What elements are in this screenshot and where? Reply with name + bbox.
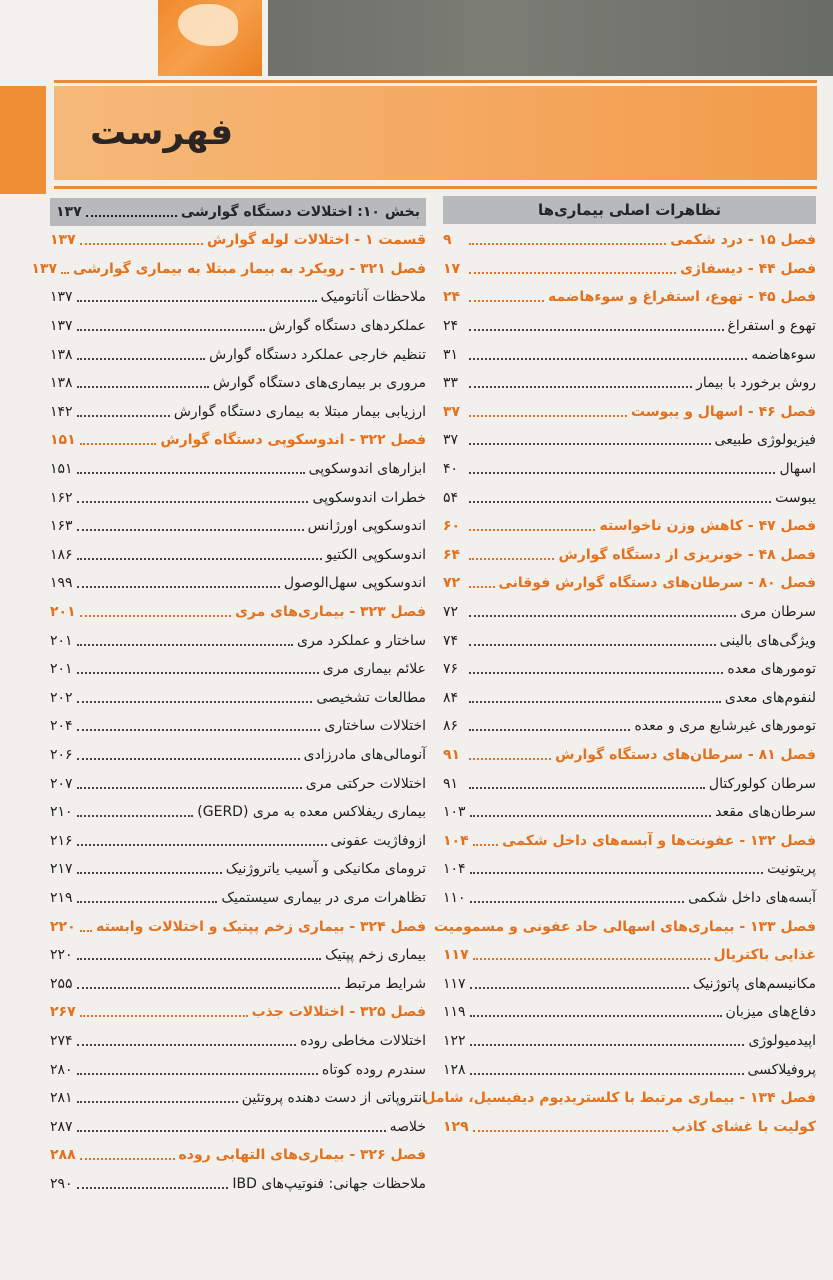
dot-leader: [473, 844, 499, 846]
toc-page-number: ۱۱۰: [443, 889, 466, 906]
toc-entry: [50, 283, 426, 312]
toc-entry-title: مروری بر بیماری‌های دستگاه گوارش: [212, 375, 426, 392]
toc-chapter-entry: [31, 255, 426, 284]
toc-chapter-entry: [50, 426, 426, 455]
toc-entry-title: قسمت ۱ - اختلالات لوله گوارش: [207, 232, 426, 249]
dot-leader: [469, 672, 723, 674]
toc-page-number: ۲۵۵: [50, 975, 73, 992]
dot-leader: [77, 558, 322, 560]
toc-entry-title: بیماری ریفلاکس معده به مری (GERD): [197, 804, 426, 821]
toc-entry-title: تومورهای غیرشایع مری و معده: [634, 718, 816, 735]
toc-page-number: ۱۱۹: [443, 1004, 466, 1021]
toc-entry-title: فصل ۴۵ - تهوع، استفراغ و سوءهاضمه: [548, 289, 816, 306]
toc-chapter-entry: [443, 569, 816, 598]
dot-leader: [469, 272, 676, 274]
dot-leader: [77, 1044, 297, 1046]
dot-leader: [470, 1073, 744, 1075]
dot-leader: [77, 958, 322, 960]
toc-entry: [443, 712, 816, 741]
dot-leader: [77, 758, 300, 760]
toc-page-number: ۳۷: [443, 432, 459, 449]
toc-page-number: ۲۹۰: [50, 1175, 73, 1192]
toc-entry: [50, 455, 426, 484]
toc-page-number: ۵۴: [443, 489, 459, 506]
toc-entry-title: دفاع‌های میزبان: [725, 1004, 816, 1021]
toc-entry: [50, 369, 426, 398]
toc-page-number: ۱۴۲: [50, 403, 73, 420]
toc-entry-title: تظاهرات مری در بیماری سیستمیک: [221, 889, 426, 906]
toc-entry-title: فصل ۴۴ - دیسفاژی: [680, 260, 816, 277]
toc-entry: [443, 969, 816, 998]
toc-entry-title: اپیدمیولوژی: [748, 1032, 816, 1049]
toc-page-number: ۱۰۳: [443, 804, 466, 821]
toc-entry: [50, 340, 426, 369]
toc-entry-title: ساختار و عملکرد مری: [297, 632, 426, 649]
dot-leader: [77, 701, 313, 703]
toc-entry-title: پروفیلاکسی: [747, 1061, 816, 1078]
dot-leader: [80, 443, 157, 445]
toc-page-number: ۷۶: [443, 661, 459, 678]
toc-entry-title: عملکردهای دستگاه گوارش: [268, 318, 426, 335]
toc-entry: [50, 769, 426, 798]
toc-chapter-entry: [443, 826, 816, 855]
toc-entry: [50, 512, 426, 541]
toc-entry-title: فصل ۳۲۵ - اختلالات جذب: [251, 1004, 426, 1021]
toc-entry: [443, 455, 816, 484]
toc-entry: [443, 769, 816, 798]
toc-page-number: ۲۸۰: [50, 1061, 73, 1078]
toc-page-number: ۲۰۶: [50, 746, 73, 763]
toc-page-number: ۱۱۷: [443, 975, 466, 992]
toc-page-number: ۱۳۷: [50, 289, 73, 306]
dot-leader: [469, 758, 551, 760]
toc-page-number: ۱۹۹: [50, 575, 73, 592]
dot-leader: [469, 443, 711, 445]
toc-entry-title: شرایط مرتبط: [344, 975, 426, 992]
dot-leader: [469, 243, 666, 245]
toc-entry-title: فصل ۳۲۱ - رویکرد به بیمار مبتلا به بیماری گوارشی: [73, 260, 426, 277]
toc-entry-title: فصل ۴۶ - اسهال و یبوست: [631, 403, 816, 420]
dot-leader: [77, 529, 304, 531]
toc-entry: [50, 655, 426, 684]
left-orange-tab: [0, 86, 46, 194]
toc-page-number: ۱۲۲: [443, 1032, 466, 1049]
toc-entry: [443, 998, 816, 1027]
toc-page-number: ۱۶۳: [50, 518, 73, 535]
toc-entry-title: سرطان‌های مقعد: [715, 804, 816, 821]
toc-entry: [443, 483, 816, 512]
toc-entry: [443, 684, 816, 713]
dot-leader: [473, 1130, 668, 1132]
toc-entry: [50, 741, 426, 770]
toc-chapter-entry: [443, 941, 816, 970]
toc-chapter-entry: [50, 598, 426, 627]
toc-entry: [50, 684, 426, 713]
dot-leader: [86, 215, 177, 217]
dot-leader: [470, 901, 685, 903]
dot-leader: [77, 987, 341, 989]
dot-leader: [470, 1044, 745, 1046]
dot-leader: [469, 729, 630, 731]
dot-leader: [469, 701, 721, 703]
toc-entry-title: بخش ۱۰: اختلالات دستگاه گوارشی: [180, 204, 420, 220]
toc-entry-title: خطرات اندوسکوپی: [312, 489, 426, 506]
toc-page-number: ۱۳۷: [31, 260, 58, 277]
toc-entry-title: غذایی باکتریال: [713, 947, 816, 964]
toc-left-column: [31, 198, 426, 1198]
dot-leader: [77, 501, 309, 503]
toc-entry-title: فصل ۱۵ - درد شکمی: [670, 232, 816, 249]
toc-entry-title: فصل ۴۸ - خونریزی از دستگاه گوارش: [558, 546, 816, 563]
toc-entry-title: فصل ۸۰ - سرطان‌های دستگاه گوارش فوقانی: [498, 575, 816, 592]
toc-entry: [443, 369, 816, 398]
toc-entry: [50, 541, 426, 570]
toc-page-number: ۲۸۷: [50, 1118, 73, 1135]
toc-page-number: ۲۱۶: [50, 832, 73, 849]
toc-entry-title: ملاحظات آناتومیک: [320, 289, 426, 306]
toc-page-number: ۱۶۲: [50, 489, 73, 506]
gray-photo-tile: [268, 0, 833, 76]
toc-entry: [443, 1055, 816, 1084]
toc-chapter-entry: [443, 741, 816, 770]
dot-leader: [77, 644, 293, 646]
toc-page-number: ۲۴: [443, 289, 461, 306]
toc-chapter-entry: [443, 541, 816, 570]
dot-leader: [77, 300, 317, 302]
toc-entry: [50, 1112, 426, 1141]
toc-entry: [443, 1027, 816, 1056]
dot-leader: [469, 615, 736, 617]
toc-entry-title: فصل ۱۳۲ - عفونت‌ها و آبسه‌های داخل شکمی: [502, 832, 816, 849]
toc-entry: [50, 1084, 426, 1113]
dot-leader: [469, 386, 692, 388]
toc-page-number: ۲۱۷: [50, 861, 73, 878]
toc-entry-title: سندرم روده کوتاه: [321, 1061, 426, 1078]
toc-page-number: ۱۲۹: [443, 1118, 469, 1135]
toc-entry-title: روش برخورد با بیمار: [696, 375, 816, 392]
dot-leader: [77, 386, 209, 388]
dot-leader: [77, 329, 265, 331]
toc-entry: [443, 798, 816, 827]
toc-page-number: ۲۸۱: [50, 1090, 73, 1107]
toc-page-number: ۳۱: [443, 346, 459, 363]
toc-chapter-entry: [50, 998, 426, 1027]
dot-leader: [77, 787, 302, 789]
toc-entry-title: اختلالات مخاطی روده: [300, 1032, 426, 1049]
dot-leader: [469, 358, 747, 360]
toc-chapter-entry: [50, 912, 426, 941]
toc-chapter-entry: [443, 512, 816, 541]
toc-page-number: ۷۲: [443, 604, 459, 621]
toc-page-number: ۲۰۴: [50, 718, 73, 735]
toc-entry-title: تهوع و استفراغ: [727, 318, 816, 335]
dot-leader: [470, 1015, 722, 1017]
toc-page-number: ۶۴: [443, 546, 461, 563]
toc-page-number: ۶۰: [443, 518, 461, 535]
toc-entry-title: اسهال: [779, 461, 816, 478]
dot-leader: [80, 1015, 248, 1017]
toc-entry: [50, 483, 426, 512]
dot-leader: [473, 958, 710, 960]
toc-entry-title: ملاحظات جهانی: فنوتیپ‌های IBD: [232, 1175, 426, 1192]
dot-leader: [77, 729, 321, 731]
toc-page-number: ۹۱: [443, 746, 461, 763]
toc-entry-title: فصل ۳۲۲ - اندوسکوپی دستگاه گوارش: [160, 432, 426, 449]
page-title: فهرست: [90, 112, 234, 153]
toc-page-number: ۱۵۱: [50, 432, 76, 449]
toc-entry-title: ترومای مکانیکی و آسیب یاتروژنیک: [225, 861, 426, 878]
dot-leader: [77, 1187, 229, 1189]
dot-leader: [80, 1158, 175, 1160]
toc-entry-title: آبسه‌های داخل شکمی: [688, 889, 816, 906]
toc-right-column: [423, 226, 816, 1141]
dot-leader: [77, 472, 305, 474]
toc-entry-title: ازوفاژیت عفونی: [330, 832, 426, 849]
toc-entry-title: فیزیولوژی طبیعی: [714, 432, 816, 449]
toc-entry-title: سوءهاضمه: [751, 346, 816, 363]
toc-entry: [50, 569, 426, 598]
toc-entry-title: اختلالات حرکتی مری: [305, 775, 426, 792]
toc-section-header: [50, 198, 426, 226]
toc-entry: [443, 426, 816, 455]
toc-entry: [50, 855, 426, 884]
toc-page-number: ۲۰۷: [50, 775, 73, 792]
toc-chapter-entry: [50, 1141, 426, 1170]
dot-leader: [77, 1073, 318, 1075]
dot-leader: [469, 644, 716, 646]
dot-leader: [77, 844, 327, 846]
toc-entry: [443, 340, 816, 369]
toc-entry: [443, 598, 816, 627]
dot-leader: [77, 415, 170, 417]
toc-page-number: ۲۷۴: [50, 1032, 73, 1049]
toc-page-number: ۱۰۴: [443, 832, 469, 849]
toc-entry: [50, 969, 426, 998]
cover-photo-strip: [0, 0, 833, 76]
toc-entry-title: لنفوم‌های معدی: [724, 689, 816, 706]
toc-page-number: ۲۰۱: [50, 632, 73, 649]
dot-leader: [61, 272, 69, 274]
toc-entry-title: مکانیسم‌های پاتوژنیک: [692, 975, 816, 992]
toc-page-number: ۱۰۴: [443, 861, 466, 878]
toc-chapter-entry: [423, 1084, 816, 1113]
toc-entry-title: انتروپاتی از دست دهنده پروتئین: [241, 1090, 426, 1107]
toc-page-number: ۲۸۸: [50, 1147, 76, 1164]
toc-entry: [443, 884, 816, 913]
photo-background: [0, 0, 160, 76]
dot-leader: [77, 815, 194, 817]
toc-chapter-entry: [443, 398, 816, 427]
toc-page-number: ۲۲۰: [50, 918, 76, 935]
toc-entry-title: فصل ۴۷ - کاهش وزن ناخواسته: [599, 518, 816, 535]
dot-leader: [77, 1101, 238, 1103]
dot-leader: [469, 329, 724, 331]
toc-entry: [50, 626, 426, 655]
toc-entry-title: ابزارهای اندوسکوپی: [308, 461, 426, 478]
toc-entry-title: مطالعات تشخیصی: [316, 689, 426, 706]
toc-page-number: ۲۰۱: [50, 661, 73, 678]
toc-chapter-entry: [443, 283, 816, 312]
toc-page-number: ۱۳۸: [50, 375, 73, 392]
toc-page-number: ۲۴: [443, 318, 459, 335]
toc-entry-title: علائم بیماری مری: [322, 661, 426, 678]
toc-page-number: ۳۳: [443, 375, 459, 392]
dot-leader: [77, 901, 218, 903]
toc-page-number: ۱۳۷: [56, 204, 82, 220]
toc-entry-title: فصل ۳۲۴ - بیماری زخم پپتیک و اختلالات وابسته: [96, 918, 426, 935]
toc-page-number: ۸۶: [443, 718, 459, 735]
dot-leader: [469, 787, 705, 789]
dot-leader: [470, 815, 712, 817]
toc-page-number: ۱۳۷: [50, 318, 73, 335]
right-column-header: تظاهرات اصلی بیماری‌ها: [443, 196, 816, 224]
toc-entry-title: ویژگی‌های بالینی: [719, 632, 816, 649]
toc-entry: [443, 312, 816, 341]
toc-entry-title: فصل ۳۲۶ - بیماری‌های التهابی روده: [178, 1147, 426, 1164]
dot-leader: [469, 300, 544, 302]
toc-entry: [50, 1170, 426, 1199]
toc-entry: [50, 312, 426, 341]
dot-leader: [77, 358, 206, 360]
toc-entry-title: ارزیابی بیمار مبتلا به بیماری دستگاه گوارش: [173, 403, 426, 420]
dot-leader: [469, 558, 554, 560]
dot-leader: [80, 243, 203, 245]
toc-entry: [50, 712, 426, 741]
dot-leader: [77, 672, 319, 674]
toc-entry: [443, 655, 816, 684]
dot-leader: [469, 472, 775, 474]
toc-entry-title: تنظیم خارجی عملکرد دستگاه گوارش: [209, 346, 426, 363]
toc-page-number: ۱۸۶: [50, 546, 73, 563]
dot-leader: [469, 415, 627, 417]
toc-entry-title: خلاصه: [389, 1118, 426, 1135]
header-rule-top: [54, 80, 817, 83]
toc-entry: [50, 1027, 426, 1056]
toc-page-number: ۸۴: [443, 689, 459, 706]
toc-chapter-entry: [443, 1112, 816, 1141]
toc-page-number: ۳۷: [443, 403, 461, 420]
toc-entry-title: یبوست: [775, 489, 816, 506]
dot-leader: [77, 586, 280, 588]
toc-entry-title: اندوسکوپی سهل‌الوصول: [283, 575, 426, 592]
toc-entry-title: سرطان کولورکتال: [708, 775, 816, 792]
toc-entry-title: بیماری زخم پپتیک: [325, 947, 426, 964]
toc-page-number: ۱۱۷: [443, 947, 469, 964]
toc-page-number: ۲۱۹: [50, 889, 73, 906]
toc-entry-title: فصل ۳۲۳ - بیماری‌های مری: [235, 604, 426, 621]
toc-page-number: ۱۵۱: [50, 461, 73, 478]
toc-page-number: ۷۴: [443, 632, 459, 649]
toc-entry-title: کولیت با غشای کاذب: [671, 1118, 816, 1135]
toc-entry: [50, 941, 426, 970]
toc-entry-title: فصل ۱۳۳ - بیماری‌های اسهالی حاد عفونی و مسمومیت: [433, 918, 816, 935]
dot-leader: [470, 987, 689, 989]
dot-leader: [77, 1130, 386, 1132]
toc-entry: [50, 798, 426, 827]
toc-entry: [50, 1055, 426, 1084]
toc-page-number: ۲۱۰: [50, 804, 73, 821]
toc-page-number: ۲۰۲: [50, 689, 73, 706]
toc-entry-title: سرطان مری: [740, 604, 816, 621]
toc-entry-title: اختلالات ساختاری: [324, 718, 426, 735]
toc-chapter-entry: [433, 912, 816, 941]
toc-page-number: ۹۱: [443, 775, 459, 792]
dot-leader: [469, 501, 771, 503]
toc-entry: [50, 884, 426, 913]
header-rule-bottom: [54, 186, 817, 189]
toc-entry: [50, 398, 426, 427]
toc-chapter-entry: [443, 226, 816, 255]
dot-leader: [469, 586, 495, 588]
toc-page-number: ۱۳۸: [50, 346, 73, 363]
toc-page-number: ۱۲۸: [443, 1061, 466, 1078]
toc-page-number: ۹: [443, 232, 452, 249]
toc-page-number: ۱۷: [443, 260, 461, 277]
toc-entry: [50, 826, 426, 855]
toc-entry-title: فصل ۱۳۴ - بیماری مرتبط با کلستریدیوم دیفیسیل، شامل: [423, 1090, 816, 1107]
toc-entry-title: آنومالی‌های مادرزادی: [303, 746, 426, 763]
toc-page-number: ۱۳۷: [50, 232, 76, 249]
toc-page-number: ۲۰۱: [50, 604, 76, 621]
toc-page-number: ۲۲۰: [50, 947, 73, 964]
toc-entry-title: اندوسکوپی الکتیو: [325, 546, 426, 563]
dot-leader: [77, 872, 222, 874]
dot-leader: [470, 872, 764, 874]
dot-leader: [80, 930, 92, 932]
dot-leader: [469, 529, 595, 531]
toc-entry-title: پریتونیت: [767, 861, 816, 878]
toc-chapter-entry: [50, 226, 426, 255]
toc-entry-title: فصل ۸۱ - سرطان‌های دستگاه گوارش: [555, 746, 816, 763]
toc-page-number: ۲۶۷: [50, 1004, 76, 1021]
toc-entry-title: تومورهای معده: [727, 661, 816, 678]
toc-page-number: ۷۲: [443, 575, 461, 592]
toc-page-number: ۴۰: [443, 461, 459, 478]
toc-chapter-entry: [443, 255, 816, 284]
toc-entry: [443, 855, 816, 884]
toc-entry-title: اندوسکوپی اورژانس: [307, 518, 426, 535]
toc-entry: [443, 626, 816, 655]
dot-leader: [80, 615, 231, 617]
